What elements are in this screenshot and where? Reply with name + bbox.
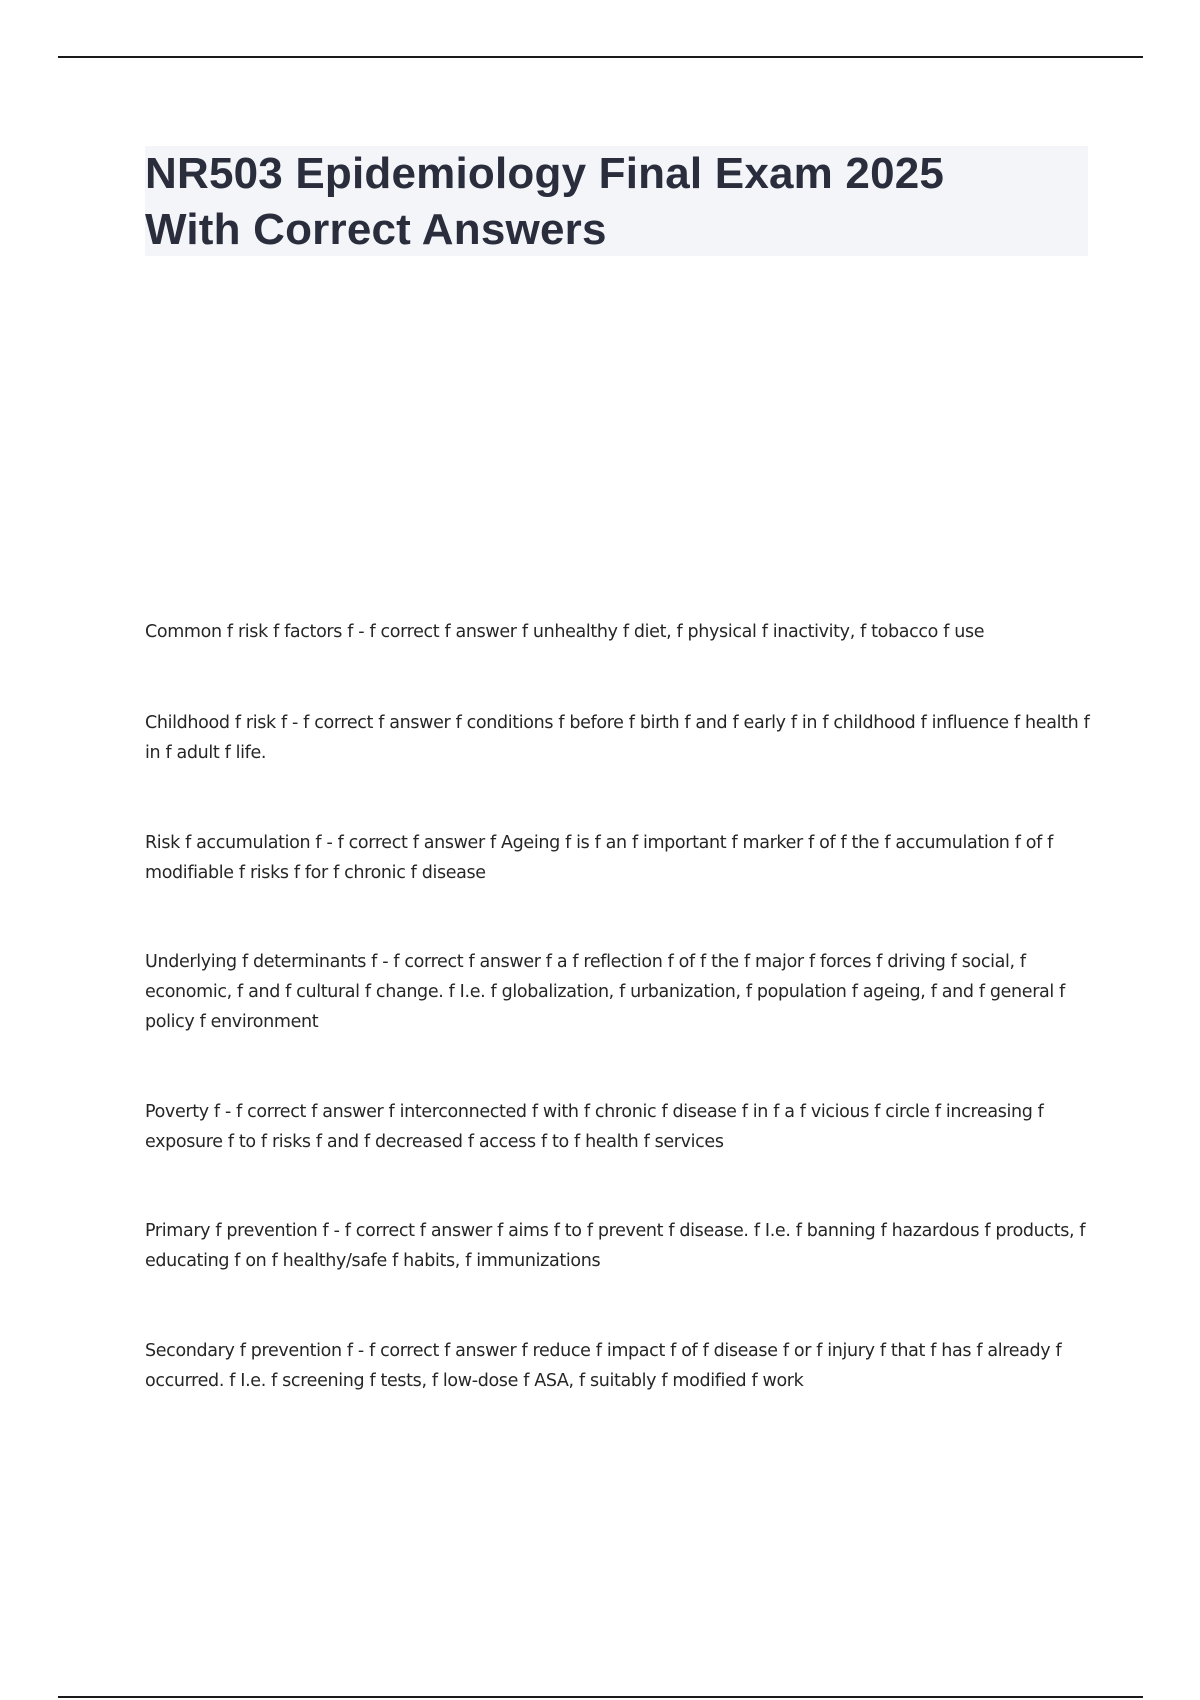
qa-entry-risk-accumulation — [145, 828, 1090, 888]
qa-entry-common-risk-factors — [145, 617, 1090, 647]
qa-entry-text: Secondary f prevention f - f correct f answer f reduce f impact f of f disease f or f injury f that f has f already f occurred. f I.e. f screening f tests, f low-dose f ASA, f suitably f modified f work — [145, 1341, 1062, 1391]
qa-entry-text: Childhood f risk f - f correct f answer f conditions f before f birth f and f early f in f childhood f influence f health f in f adult f life. — [145, 713, 1090, 763]
qa-entry-text: Primary f prevention f - f correct f answer f aims f to f prevent f disease. f I.e. f banning f hazardous f products, f educating f on f healthy/safe f habits, f immunizations — [145, 1221, 1086, 1271]
document-title — [145, 146, 1088, 258]
top-divider — [58, 56, 1143, 58]
qa-entry-childhood-risk — [145, 708, 1090, 768]
title-line-2: With Correct Answers — [145, 205, 607, 254]
qa-entry-text: Underlying f determinants f - f correct f answer f a f reflection f of f the f major f forces f driving f social, f economic, f and f cultural f change. f I.e. f globalization, f urbanization, f population f ageing, f and f general f policy f environment — [145, 952, 1065, 1032]
qa-entry-poverty — [145, 1097, 1090, 1157]
qa-entry-primary-prevention — [145, 1216, 1090, 1276]
title-line-1: NR503 Epidemiology Final Exam 2025 — [145, 149, 945, 198]
qa-entry-text: Poverty f - f correct f answer f interconnected f with f chronic f disease f in f a f vicious f circle f increasing f exposure f to f risks f and f decreased f access f to f health f services — [145, 1102, 1044, 1152]
qa-entry-text: Common f risk f factors f - f correct f answer f unhealthy f diet, f physical f inactivity, f tobacco f use — [145, 622, 985, 642]
qa-entry-secondary-prevention — [145, 1336, 1090, 1396]
bottom-divider — [58, 1696, 1143, 1698]
qa-entry-underlying-determinants — [145, 947, 1090, 1037]
qa-entry-text: Risk f accumulation f - f correct f answer f Ageing f is f an f important f marker f of f the f accumulation f of f modifiable f risks f for f chronic f disease — [145, 833, 1053, 883]
title-block — [145, 146, 1088, 256]
